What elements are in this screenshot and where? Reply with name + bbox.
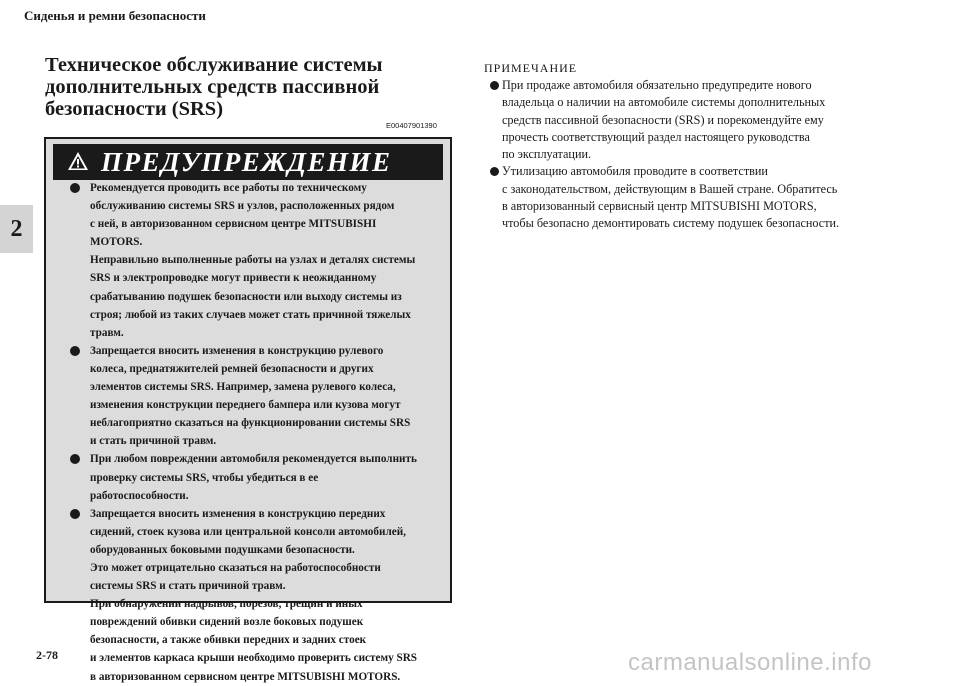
note-line: владельца о наличии на автомобиле системы дополнительных — [502, 95, 826, 110]
warning-line: и стать причиной травм. — [90, 435, 217, 448]
warning-line: травм. — [90, 326, 124, 339]
note-line: прочесть соответствующий раздел настоящего руководства — [502, 129, 810, 144]
warning-item — [68, 450, 444, 504]
warning-header — [53, 144, 443, 180]
warning-line: Запрещается вносить изменения в конструкцию передних — [90, 507, 386, 520]
warning-line: Это может отрицательно сказаться на работоспособности — [90, 561, 381, 574]
note-title: ПРИМЕЧАНИЕ — [484, 61, 578, 75]
chapter-number: 2 — [10, 215, 23, 242]
warning-line: изменения конструкции переднего бампера или кузова могут — [90, 399, 401, 412]
warning-line: SRS и электропроводке могут привести к неожиданному — [90, 272, 377, 285]
bullet-icon — [70, 346, 80, 356]
note-line: Утилизацию автомобиля проводите в соответствии — [502, 164, 768, 179]
section-title-line: дополнительных средств пассивной — [45, 76, 380, 98]
warning-line: безопасности, а также обивки передних и задних стоек — [90, 634, 367, 647]
warning-list — [68, 179, 444, 686]
note-block — [484, 60, 924, 233]
page-number: 2-78 — [36, 648, 58, 662]
warning-line: обслуживанию системы SRS и узлов, расположенных рядом — [90, 200, 395, 213]
warning-item — [68, 179, 444, 342]
section-title-line: безопасности (SRS) — [45, 98, 224, 120]
warning-line: неблагоприятно сказаться на функционировании системы SRS — [90, 417, 411, 430]
warning-line: При обнаружении надрывов, порезов, трещин и иных — [90, 598, 363, 611]
warning-line: срабатыванию подушек безопасности или выходу системы из — [90, 290, 402, 303]
warning-line: в авторизованном сервисном центре MITSUBISHI MOTORS. — [90, 670, 401, 683]
warning-line: строя; любой из таких случаев может стать причиной тяжелых — [90, 308, 411, 321]
warning-line: проверку системы SRS, чтобы убедиться в ее — [90, 471, 319, 484]
running-header: Сиденья и ремни безопасности — [24, 8, 206, 23]
warning-item — [68, 505, 444, 686]
warning-line: колеса, преднатяжителей ремней безопасности и других — [90, 362, 374, 375]
warning-line: Рекомендуется проводить все работы по техническому — [90, 182, 367, 194]
warning-line: При любом повреждении автомобиля рекомендуется выполнить — [90, 453, 417, 466]
warning-line: и элементов каркаса крыши необходимо проверить систему SRS — [90, 652, 418, 665]
warning-line: работоспособности. — [90, 489, 189, 502]
warning-heading: ПРЕДУПРЕЖДЕНИЕ — [101, 147, 392, 177]
bullet-icon — [70, 183, 80, 193]
note-item — [484, 77, 924, 163]
watermark-text: carmanualsonline.info — [628, 649, 872, 676]
warning-item — [68, 342, 444, 451]
warning-line: оборудованных боковыми подушками безопасности. — [90, 543, 355, 556]
section-title-line: Техническое обслуживание системы — [45, 54, 383, 76]
warning-triangle-icon — [67, 151, 89, 171]
warning-line: MOTORS. — [90, 236, 143, 249]
warning-line: сидений, стоек кузова или центральной консоли автомобилей, — [90, 525, 406, 538]
warning-line: системы SRS и стать причиной травм. — [90, 580, 286, 593]
bullet-icon — [490, 167, 499, 176]
section-code: E00407901390 — [386, 121, 437, 130]
note-list — [484, 77, 924, 233]
warning-line: повреждений обивки сидений возле боковых подушек — [90, 616, 364, 629]
note-line: средств пассивной безопасности (SRS) и порекомендуйте ему — [502, 112, 824, 127]
warning-line: с ней, в авторизованном сервисном центре MITSUBISHI — [90, 218, 377, 231]
section-title — [45, 54, 465, 120]
bullet-icon — [70, 454, 80, 464]
bullet-icon — [70, 509, 80, 519]
note-line: по эксплуатации. — [502, 147, 592, 162]
note-line: с законодательством, действующим в Вашей стране. Обратитесь — [502, 181, 838, 196]
warning-line: Запрещается вносить изменения в конструкцию рулевого — [90, 344, 384, 357]
note-line: При продаже автомобиля обязательно предупредите нового — [502, 78, 812, 92]
note-line: чтобы безопасно демонтировать систему подушек безопасности. — [502, 216, 840, 231]
note-item — [484, 163, 924, 232]
warning-line: элементов системы SRS. Например, замена рулевого колеса, — [90, 381, 396, 394]
chapter-tab — [0, 205, 33, 253]
warning-line: Неправильно выполненные работы на узлах и деталях системы — [90, 254, 416, 267]
note-line: в авторизованный сервисный центр MITSUBISHI MOTORS, — [502, 199, 817, 214]
bullet-icon — [490, 81, 499, 90]
